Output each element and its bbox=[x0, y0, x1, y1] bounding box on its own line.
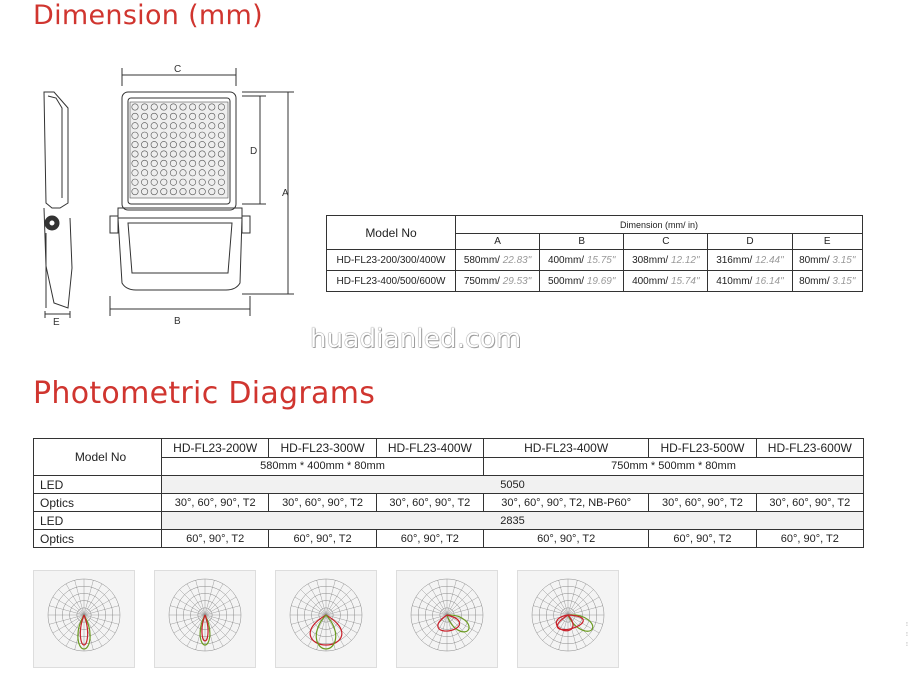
polar-spoke bbox=[59, 590, 84, 615]
dim-cell: 410mm/ 16.14" bbox=[708, 271, 792, 292]
polar-spoke bbox=[301, 590, 326, 615]
optics-cell: 60°, 90°, T2 bbox=[649, 530, 756, 548]
optics-cell: 30°, 60°, 90°, T2 bbox=[649, 494, 756, 512]
polar-spoke bbox=[568, 590, 593, 615]
polar-diagram-2 bbox=[154, 570, 256, 668]
optics-cell: 60°, 90°, T2 bbox=[376, 530, 483, 548]
optics-cell: 30°, 60°, 90°, T2, NB-P60° bbox=[484, 494, 649, 512]
dim-cell: 750mm/ 29.53" bbox=[456, 271, 540, 292]
dim-cell: 80mm/ 3.15" bbox=[792, 250, 863, 271]
polar-spoke bbox=[422, 590, 447, 615]
dim-col-c: C bbox=[624, 234, 708, 250]
dim-cell: 500mm/ 19.69" bbox=[540, 271, 624, 292]
dim-col-a: A bbox=[456, 234, 540, 250]
watermark: huadianled.com bbox=[310, 324, 522, 354]
edge-marks: ⁝ ⁝ ⁝ bbox=[906, 622, 908, 648]
polar-spoke bbox=[205, 590, 230, 615]
optics-cell: 30°, 60°, 90°, T2 bbox=[756, 494, 863, 512]
polar-spoke bbox=[180, 590, 205, 615]
led-label: LED bbox=[34, 512, 162, 530]
dimension-section-title: Dimension (mm) bbox=[33, 0, 263, 31]
dim-col-b: B bbox=[540, 234, 624, 250]
polar-spoke bbox=[447, 590, 472, 615]
dim-row-model: HD-FL23-200/300/400W bbox=[327, 250, 456, 271]
polar-spoke bbox=[326, 590, 351, 615]
photo-model-header: Model No bbox=[34, 439, 162, 476]
optics-cell: 60°, 90°, T2 bbox=[484, 530, 649, 548]
dim-row-model: HD-FL23-400/500/600W bbox=[327, 271, 456, 292]
polar-spoke bbox=[180, 615, 205, 640]
dim-col-e: E bbox=[792, 234, 863, 250]
led-label: LED bbox=[34, 476, 162, 494]
dim-col-d: D bbox=[708, 234, 792, 250]
led-5050: 5050 bbox=[162, 476, 864, 494]
dim-cell: 316mm/ 12.44" bbox=[708, 250, 792, 271]
dim-label-e: E bbox=[53, 317, 60, 328]
dimension-table bbox=[326, 215, 863, 292]
polar-spoke bbox=[543, 615, 568, 640]
photometric-table bbox=[33, 438, 864, 548]
led-2835: 2835 bbox=[162, 512, 864, 530]
model-col: HD-FL23-200W bbox=[162, 439, 269, 458]
dim-group-header: Dimension (mm/ in) bbox=[456, 216, 863, 234]
optics-cell: 30°, 60°, 90°, T2 bbox=[376, 494, 483, 512]
optics-cell: 60°, 90°, T2 bbox=[269, 530, 376, 548]
polar-diagram-1 bbox=[33, 570, 135, 668]
dim-label-b: B bbox=[174, 316, 181, 327]
size-large: 750mm * 500mm * 80mm bbox=[484, 457, 864, 476]
dim-label-d: D bbox=[250, 146, 258, 157]
dim-row-small bbox=[327, 250, 863, 271]
dim-cell: 580mm/ 22.83" bbox=[456, 250, 540, 271]
polar-spoke bbox=[205, 615, 230, 640]
model-col: HD-FL23-600W bbox=[756, 439, 863, 458]
model-col: HD-FL23-400W bbox=[376, 439, 483, 458]
model-col: HD-FL23-300W bbox=[269, 439, 376, 458]
fixture-dimension-drawing bbox=[32, 58, 302, 328]
optics-cell: 60°, 90°, T2 bbox=[162, 530, 269, 548]
polar-diagram-5 bbox=[517, 570, 619, 668]
dim-row-large bbox=[327, 271, 863, 292]
polar-spoke bbox=[543, 590, 568, 615]
dim-label-c: C bbox=[174, 64, 182, 75]
dim-label-a: A bbox=[282, 188, 289, 199]
polar-spoke bbox=[84, 590, 109, 615]
model-col: HD-FL23-500W bbox=[649, 439, 756, 458]
polar-diagram-4 bbox=[396, 570, 498, 668]
dim-cell: 400mm/ 15.74" bbox=[624, 271, 708, 292]
dim-cell: 308mm/ 12.12" bbox=[624, 250, 708, 271]
polar-diagram-3 bbox=[275, 570, 377, 668]
dim-cell: 400mm/ 15.75" bbox=[540, 250, 624, 271]
dim-model-header: Model No bbox=[327, 216, 456, 250]
model-col: HD-FL23-400W bbox=[484, 439, 649, 458]
size-small: 580mm * 400mm * 80mm bbox=[162, 457, 484, 476]
optics-cell: 60°, 90°, T2 bbox=[756, 530, 863, 548]
optics-label: Optics bbox=[34, 530, 162, 548]
optics-cell: 30°, 60°, 90°, T2 bbox=[269, 494, 376, 512]
polar-spoke bbox=[422, 615, 447, 640]
dim-cell: 80mm/ 3.15" bbox=[792, 271, 863, 292]
optics-label: Optics bbox=[34, 494, 162, 512]
optics-cell: 30°, 60°, 90°, T2 bbox=[162, 494, 269, 512]
photometric-section-title: Photometric Diagrams bbox=[33, 376, 376, 411]
